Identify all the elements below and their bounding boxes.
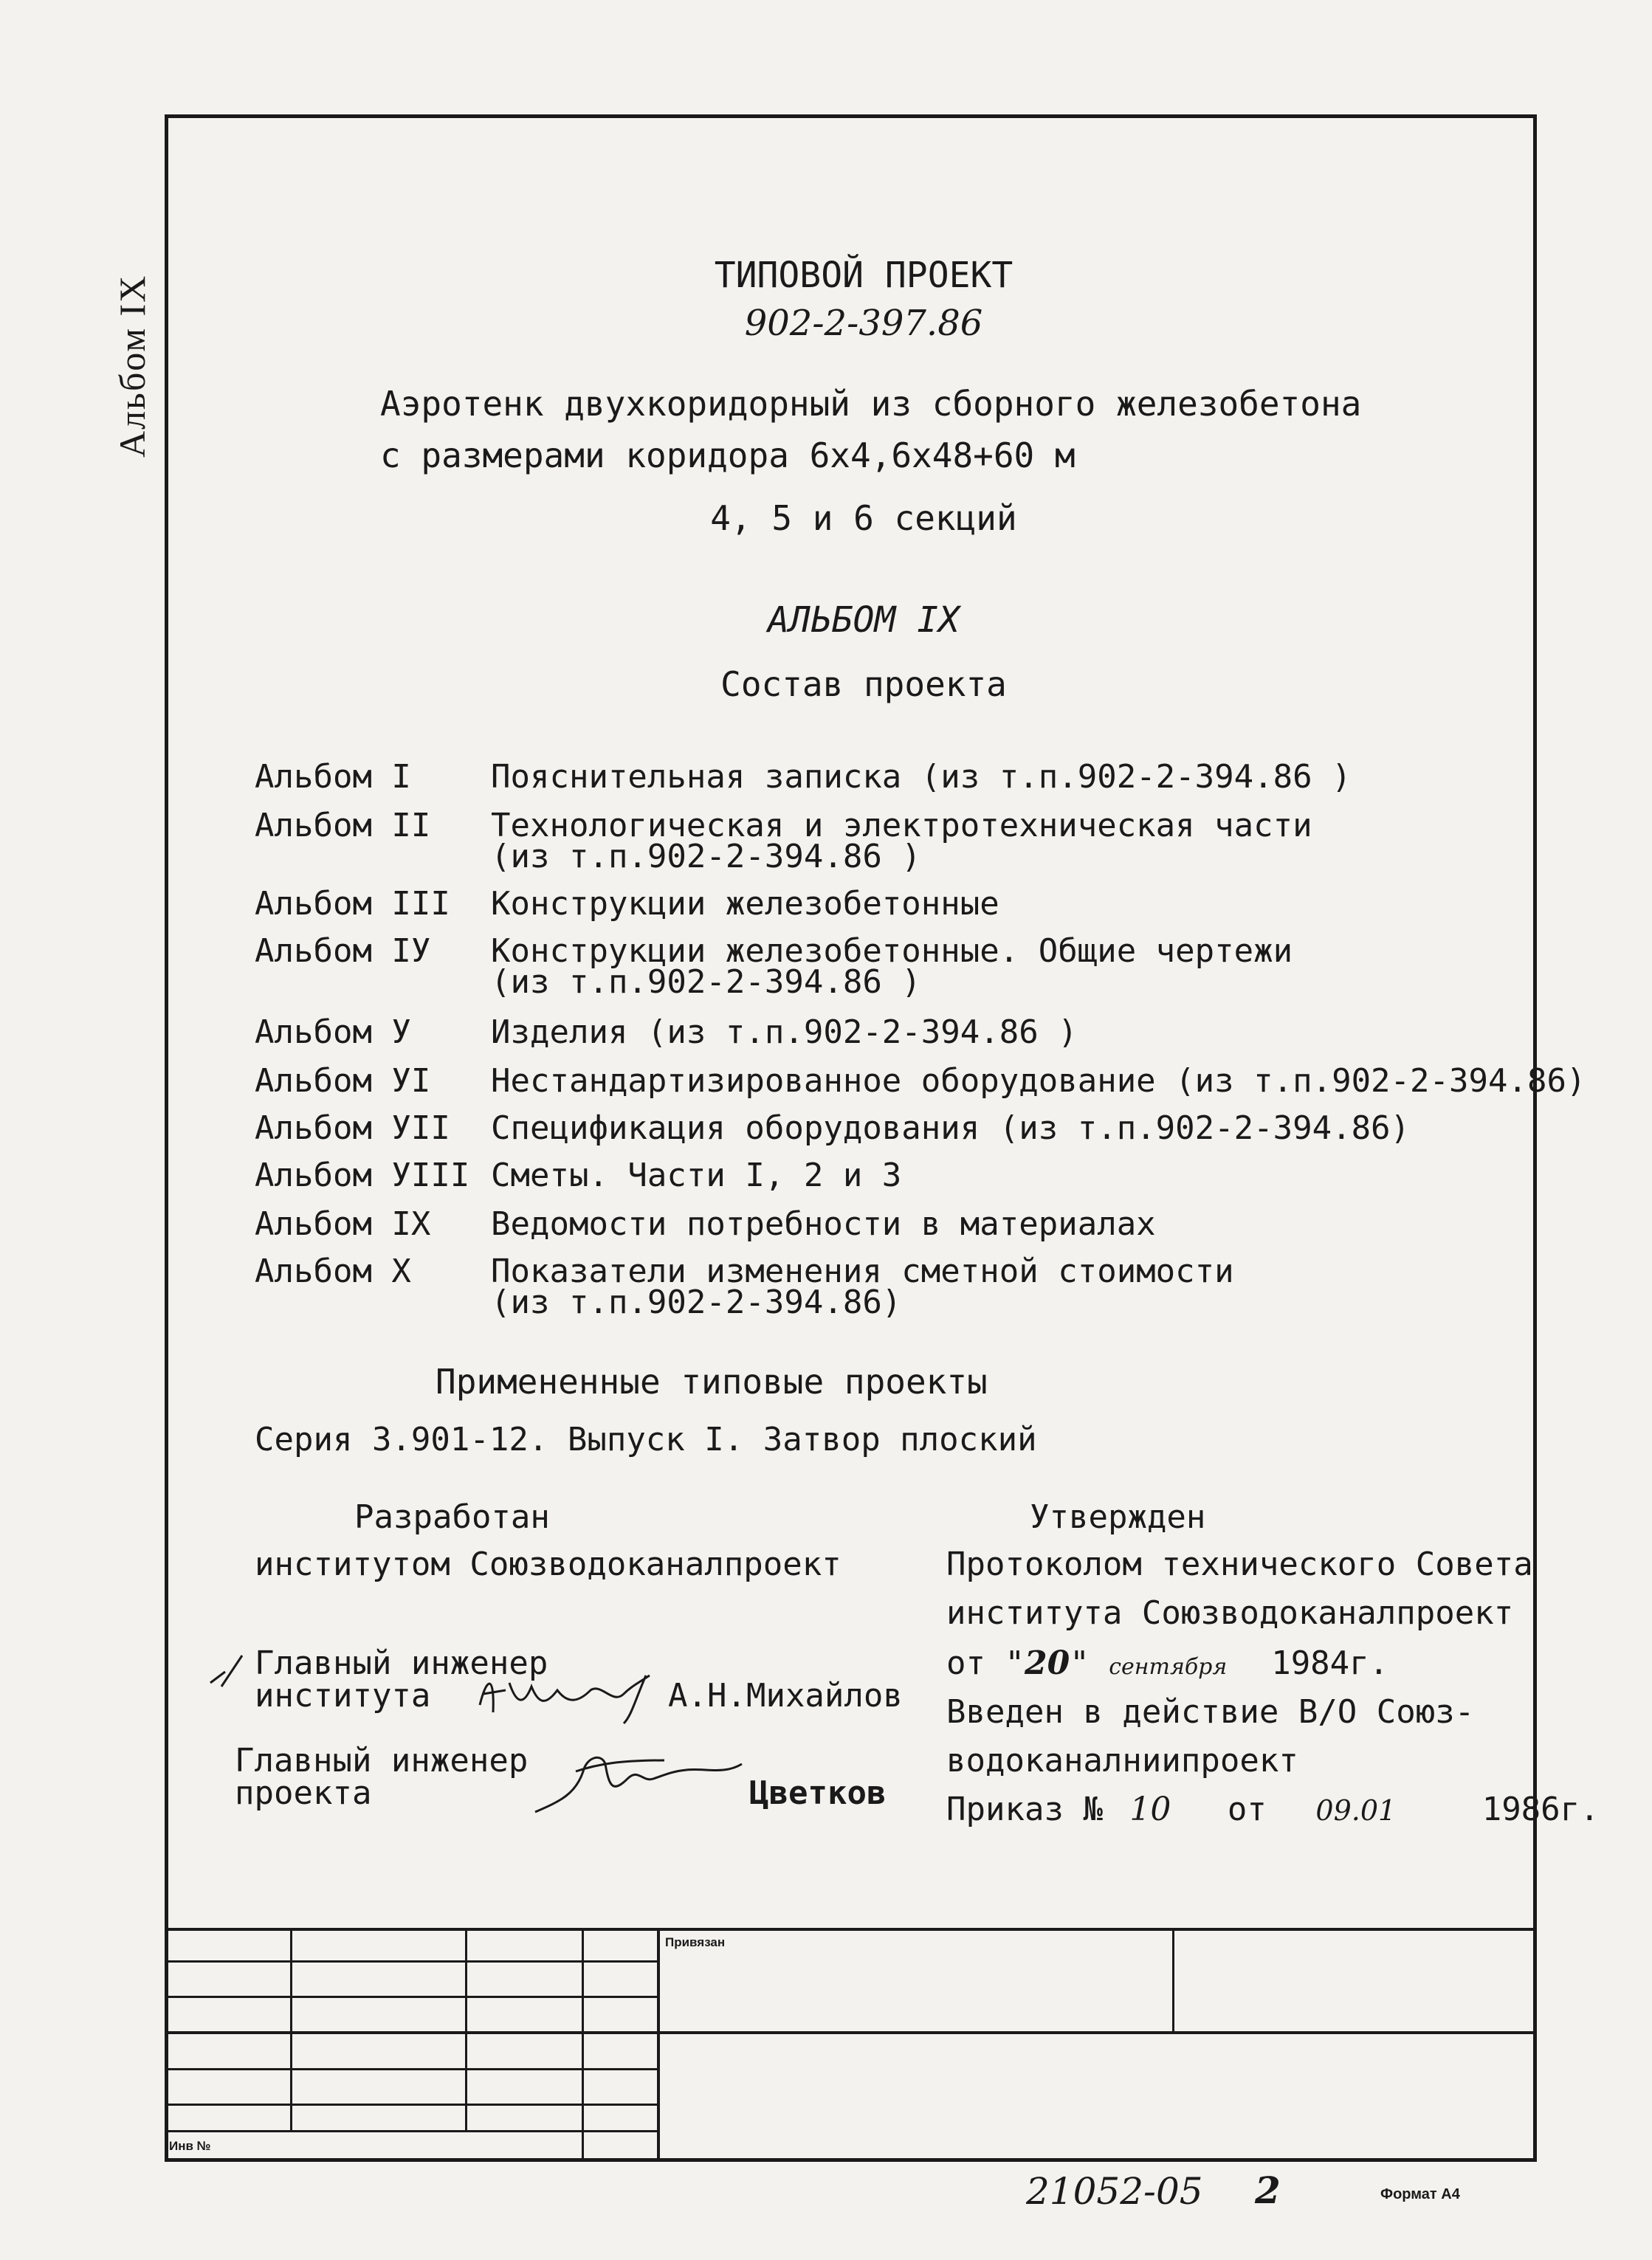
album-desc: Изделия (из т.п.902-2-394.86 ) xyxy=(491,1013,1078,1051)
document-number: 21052-05 xyxy=(1026,2170,1203,2213)
description-line1: Аэротенк двухкоридорный из сборного железобетона xyxy=(380,384,1362,424)
album-desc: Конструкции железобетонные. Общие чертежи xyxy=(491,932,1293,970)
approved-line6 xyxy=(946,1791,1600,1828)
page-title: ТИПОВОЙ ПРОЕКТ xyxy=(714,255,1013,296)
stamp-line xyxy=(582,1928,584,2162)
album-label: Альбом У xyxy=(255,1013,411,1051)
album-desc-cont: (из т.п.902-2-394.86 ) xyxy=(491,838,921,875)
applied-projects-title: Примененные типовые проекты xyxy=(436,1362,988,1402)
developed-heading: Разработан xyxy=(354,1498,550,1536)
album-label: Альбом IX xyxy=(255,1205,431,1243)
approved-line4: Введен в действие В/О Союз- xyxy=(946,1693,1475,1731)
album-desc-cont: (из т.п.902-2-394.86 ) xyxy=(491,963,921,1001)
stamp-line xyxy=(1172,1928,1174,2031)
order-from: от xyxy=(1227,1791,1267,1828)
approved-line2: института Союзводоканалпроект xyxy=(946,1594,1514,1632)
order-number: 10 xyxy=(1129,1791,1171,1828)
stamp-line xyxy=(165,2031,1537,2034)
stamp-line xyxy=(165,1960,659,1963)
project-number: 902-2-397.86 xyxy=(744,303,983,344)
album-label: Альбом УIII xyxy=(255,1157,470,1194)
album-label: Альбом I xyxy=(255,758,411,796)
developed-by: институтом Союзводоканалпроект xyxy=(255,1546,842,1583)
album-desc: Нестандартизированное оборудование (из т.п.902-2-394.86) xyxy=(491,1062,1586,1100)
album-label: Альбом УII xyxy=(255,1109,450,1147)
album-desc: Пояснительная записка (из т.п.902-2-394.86 ) xyxy=(491,758,1352,796)
stamp-line xyxy=(165,2068,659,2070)
approved-line3 xyxy=(946,1644,1388,1682)
order-year: 1986г. xyxy=(1481,1791,1600,1828)
inventory-number-label: Инв № xyxy=(169,2139,211,2153)
signature-mikhailov xyxy=(472,1661,672,1727)
chief-engineer-institute-l2: института xyxy=(255,1677,431,1715)
stamp-line xyxy=(165,2130,659,2132)
chief-engineer-project-name: Цветков xyxy=(749,1774,887,1812)
approved-date-prefix: от " xyxy=(946,1644,1025,1682)
album-desc: Показатели изменения сметной стоимости xyxy=(491,1253,1234,1290)
album-desc-cont: (из т.п.902-2-394.86) xyxy=(491,1284,902,1321)
album-label: Альбом II xyxy=(255,807,431,844)
signature-tsvetkov xyxy=(531,1742,753,1823)
album-label: Альбом III xyxy=(255,885,450,923)
page-number: 2 xyxy=(1255,2168,1281,2212)
chief-engineer-institute-l1: Главный инженер xyxy=(255,1644,548,1682)
album-label: Альбом IУ xyxy=(255,932,431,970)
side-album-label: Альбом IX xyxy=(111,274,153,458)
album-desc: Конструкции железобетонные xyxy=(491,885,999,923)
stamp-line xyxy=(165,1928,1537,1931)
approved-date-month: сентября xyxy=(1109,1654,1228,1680)
approved-date-mid: " xyxy=(1070,1644,1109,1682)
composition-title: Состав проекта xyxy=(720,664,1007,704)
album-desc: Спецификация оборудования (из т.п.902-2-394.86) xyxy=(491,1109,1411,1147)
approved-heading: Утвержден xyxy=(1030,1498,1206,1536)
album-desc: Сметы. Части I, 2 и 3 xyxy=(491,1157,902,1194)
sections-line: 4, 5 и 6 секций xyxy=(710,498,1017,538)
approved-line1: Протоколом технического Совета xyxy=(946,1546,1533,1583)
approved-date-day: 20 xyxy=(1024,1644,1070,1682)
format-label: Формат А4 xyxy=(1380,2186,1460,2202)
album-desc: Технологическая и электротехническая части xyxy=(491,807,1312,844)
album-desc: Ведомости потребности в материалах xyxy=(491,1205,1156,1243)
chief-engineer-project-l1: Главный инженер xyxy=(235,1742,529,1780)
album-label: Альбом X xyxy=(255,1253,411,1290)
check-mark xyxy=(207,1650,251,1694)
applied-series: Серия 3.901-12. Выпуск I. Затвор плоский xyxy=(255,1421,1037,1458)
chief-engineer-project-l2: проекта xyxy=(235,1774,372,1812)
description-line2: с размерами коридора 6х4,6х48+60 м xyxy=(380,435,1075,475)
stamp-line xyxy=(165,1996,659,1998)
stamp-block xyxy=(165,1928,1537,2162)
stamp-line xyxy=(290,1928,292,2130)
chief-engineer-institute-name: А.Н.Михайлов xyxy=(668,1677,903,1715)
approved-line5: водоканалниипроект xyxy=(946,1742,1298,1780)
attached-label: Привязан xyxy=(665,1935,726,1949)
album-label: Альбом УI xyxy=(255,1062,431,1100)
stamp-line xyxy=(465,1928,467,2130)
approved-date-year: 1984г. xyxy=(1271,1644,1389,1682)
stamp-line xyxy=(165,2104,659,2106)
order-date: 09.01 xyxy=(1315,1794,1397,1827)
stamp-line xyxy=(657,1928,660,2162)
album-heading: АЛЬБОМ IX xyxy=(767,599,960,641)
order-prefix: Приказ № xyxy=(946,1791,1103,1828)
